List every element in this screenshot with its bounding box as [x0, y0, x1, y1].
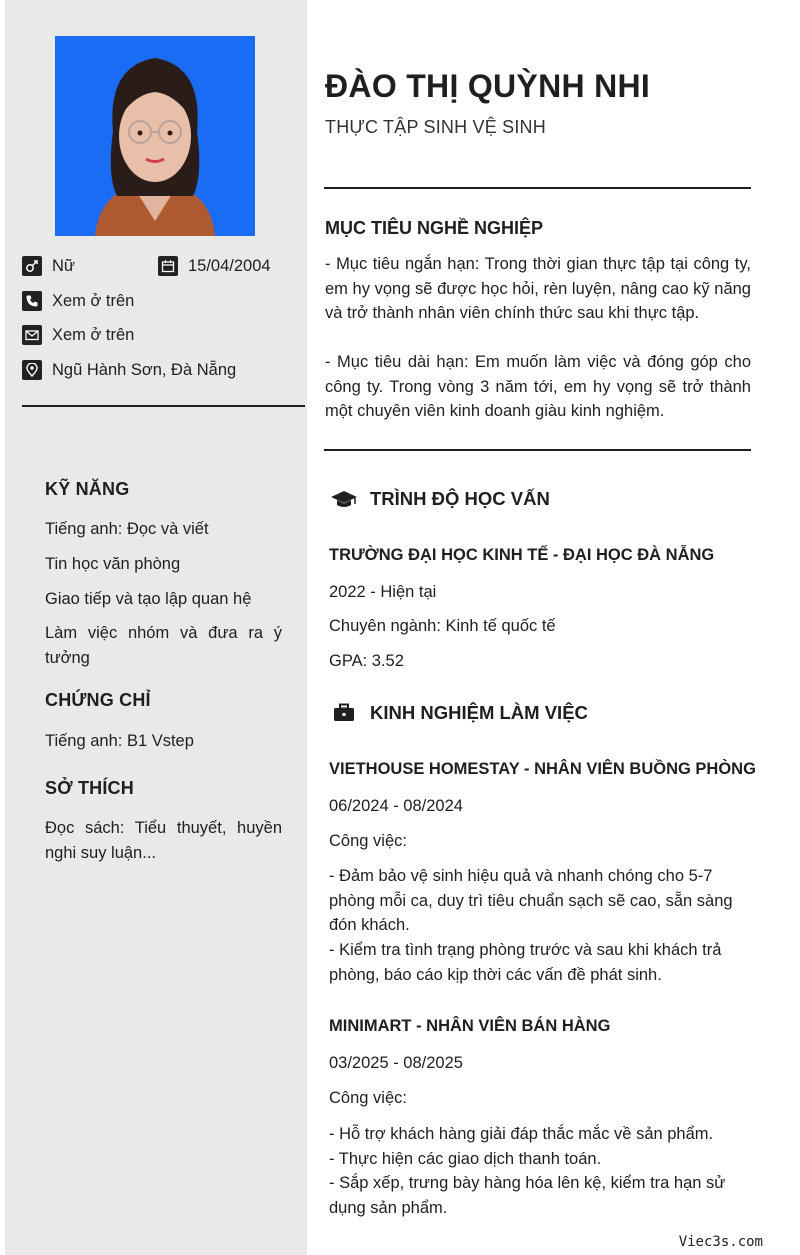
job-period: 03/2025 - 08/2025 — [329, 1054, 463, 1072]
gender-icon — [22, 256, 42, 276]
job-period: 06/2024 - 08/2024 — [329, 797, 463, 815]
birthday-row — [158, 256, 271, 276]
skill-item: Tin học văn phòng — [45, 555, 181, 573]
job-heading: MINIMART - NHÂN VIÊN BÁN HÀNG — [329, 1017, 611, 1035]
address-value: Ngũ Hành Sơn, Đà Nẵng — [52, 360, 237, 379]
job-heading: VIETHOUSE HOMESTAY - NHÂN VIÊN BUỒNG PHÒNG — [329, 760, 756, 778]
skill-item: Làm việc nhóm và đưa ra ý tưởng — [45, 624, 282, 667]
skill-item: Tiếng anh: Đọc và viết — [45, 520, 209, 538]
birthday-value: 15/04/2004 — [188, 256, 271, 275]
calendar-icon — [158, 256, 178, 276]
education-period: 2022 - Hiện tại — [329, 583, 437, 601]
hobbies-text: Đọc sách: Tiểu thuyết, huyền nghi suy luận... — [45, 819, 282, 862]
job-task: - Đảm bảo vệ sinh hiệu quả và nhanh chóng cho 5-7 phòng mỗi ca, duy trì tiêu chuẩn sạch sẽ cao, sẵn sàng đón khách. — [329, 867, 733, 934]
skills-heading: KỸ NĂNG — [45, 479, 130, 499]
briefcase-icon — [330, 702, 358, 724]
phone-icon — [22, 291, 42, 311]
sidebar-divider — [22, 405, 305, 407]
education-major: Chuyên ngành: Kinh tế quốc tế — [329, 617, 556, 635]
gender-value: Nữ — [52, 256, 75, 275]
objective-short-term: - Mục tiêu ngắn hạn: Trong thời gian thực tập tại công ty, em hy vọng sẽ được học hỏi, rèn luyện, nâng cao kỹ năng và trở thành nhân viên chính thức sau khi thực tập. — [325, 255, 751, 322]
experience-heading: KINH NGHIỆM LÀM VIỆC — [370, 702, 588, 723]
education-section-header — [330, 488, 550, 510]
certificates-heading: CHỨNG CHỈ — [45, 690, 151, 710]
skill-item: Giao tiếp và tạo lập quan hệ — [45, 590, 252, 608]
objective-long-term: - Mục tiêu dài hạn: Em muốn làm việc và đóng góp cho công ty. Trong vòng 3 năm tới, em hy vọng sẽ trở thành một chuyên viên kinh doanh giàu kinh nghiệm. — [325, 353, 751, 420]
email-icon — [22, 325, 42, 345]
objective-heading: MỤC TIÊU NGHỀ NGHIỆP — [325, 218, 544, 238]
job-tasks-label: Công việc: — [329, 832, 407, 850]
profile-photo — [55, 36, 255, 236]
gender-row — [22, 256, 75, 276]
hobbies-heading: SỞ THÍCH — [45, 778, 134, 798]
education-gpa: GPA: 3.52 — [329, 652, 404, 670]
watermark: Viec3s.com — [678, 1234, 763, 1250]
job-task: - Hỗ trợ khách hàng giải đáp thắc mắc về sản phẩm. — [329, 1125, 714, 1143]
objective-divider — [324, 449, 751, 451]
job-task: - Kiểm tra tình trạng phòng trước và sau khi khách trả phòng, báo cáo kịp thời các vấn đề phát sinh. — [329, 941, 722, 984]
email-row — [22, 325, 134, 345]
candidate-name: ĐÀO THỊ QUỲNH NHI — [325, 68, 651, 104]
job-tasks-label: Công việc: — [329, 1089, 407, 1107]
job-task: - Thực hiện các giao dịch thanh toán. — [329, 1150, 602, 1168]
certificate-item: Tiếng anh: B1 Vstep — [45, 732, 194, 750]
phone-value: Xem ở trên — [52, 291, 135, 310]
address-row — [22, 360, 236, 380]
header-divider — [324, 187, 751, 189]
graduation-cap-icon — [330, 488, 358, 510]
location-pin-icon — [22, 360, 42, 380]
experience-section-header — [330, 702, 588, 724]
phone-row — [22, 291, 134, 311]
job-task: - Sắp xếp, trưng bày hàng hóa lên kệ, kiểm tra hạn sử dụng sản phẩm. — [329, 1174, 726, 1217]
candidate-position: THỰC TẬP SINH VỆ SINH — [325, 117, 546, 137]
education-heading: TRÌNH ĐỘ HỌC VẤN — [370, 488, 550, 509]
email-value: Xem ở trên — [52, 325, 135, 344]
education-school: TRƯỜNG ĐẠI HỌC KINH TẾ - ĐẠI HỌC ĐÀ NẴNG — [329, 546, 715, 564]
